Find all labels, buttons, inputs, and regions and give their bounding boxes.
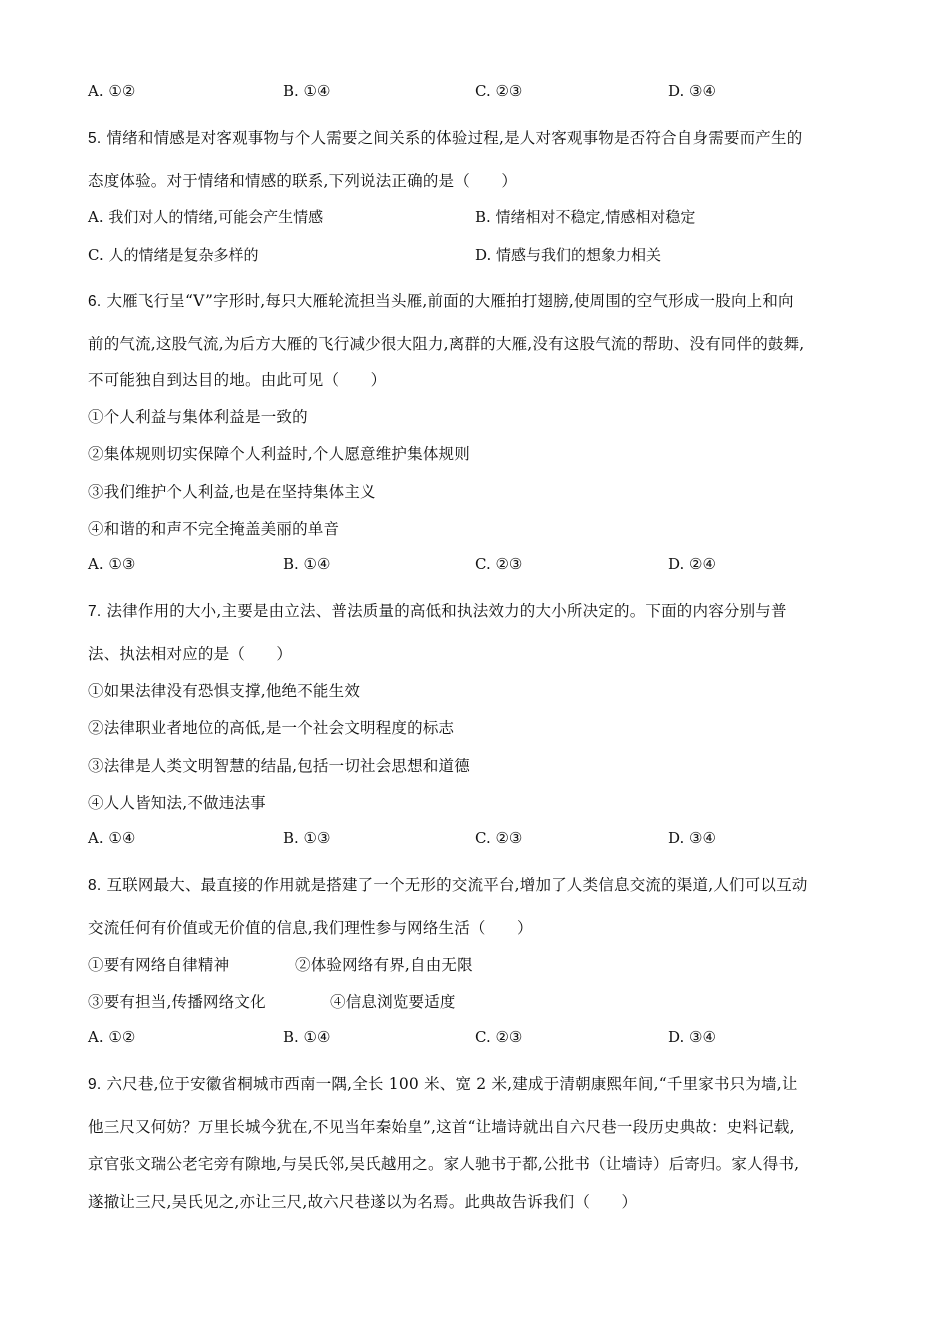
q4-option-d[interactable]: D. ③④ [668,82,716,100]
q7-item-1: ①如果法律没有恐惧支撑,他绝不能生效 [88,682,361,700]
q8-stem-line-1: 8. 互联网最大、最直接的作用就是搭建了一个无形的交流平台,增加了人类信息交流的渠道,人们可以互动 [88,876,808,894]
q6-option-a[interactable]: A. ①③ [88,555,136,573]
q6-item-4: ④和谐的和声不完全掩盖美丽的单音 [88,520,340,538]
q5-option-c[interactable]: C. 人的情绪是复杂多样的 [88,246,259,264]
q6-item-1: ①个人利益与集体利益是一致的 [88,408,308,426]
q6-option-b[interactable]: B. ①④ [283,555,331,573]
q8-option-c[interactable]: C. ②③ [475,1028,523,1046]
q5-option-b[interactable]: B. 情绪相对不稳定,情感相对稳定 [475,208,696,226]
q4-option-a[interactable]: A. ①② [88,82,136,100]
q6-stem-line-2: 前的气流,这股气流,为后方大雁的飞行减少很大阻力,离群的大雁,没有这股气流的帮助、没有同伴的鼓舞, [88,335,805,353]
q5-option-d[interactable]: D. 情感与我们的想象力相关 [475,246,662,264]
q5-stem-line-1: 5. 情绪和情感是对客观事物与个人需要之间关系的体验过程,是人对客观事物是否符合自身需要而产生的 [88,129,803,147]
q5-number: 5. [88,130,102,147]
q9-stem-line-4: 遂撤让三尺,吴氏见之,亦让三尺,故六尺巷遂以为名焉。此典故告诉我们（ ） [88,1193,638,1211]
q8-item-1: ①要有网络自律精神 [88,956,230,974]
q7-option-a[interactable]: A. ①④ [88,829,136,847]
q8-option-d[interactable]: D. ③④ [668,1028,716,1046]
q4-option-c[interactable]: C. ②③ [475,82,523,100]
q7-number: 7. [88,603,102,620]
q9-stem-line-1: 9. 六尺巷,位于安徽省桐城市西南一隅,全长 100 米、宽 2 米,建成于清朝康熙年间,“千里家书只为墙,让 [88,1075,798,1093]
q5-stem-line-2: 态度体验。对于情绪和情感的联系,下列说法正确的是（ ） [88,172,518,190]
q8-item-2: ②体验网络有界,自由无限 [295,956,473,974]
q6-option-c[interactable]: C. ②③ [475,555,523,573]
q8-item-4: ④信息浏览要适度 [330,993,456,1011]
q6-number: 6. [88,293,102,310]
q7-item-4: ④人人皆知法,不做违法事 [88,794,266,812]
q9-stem-line-2: 他三尺又何妨？万里长城今犹在,不见当年秦始皇”,这首“让墙诗就出自六尺巷一段历史典故：史料记载, [88,1118,795,1136]
q8-option-a[interactable]: A. ①② [88,1028,136,1046]
q6-stem-line-1: 6. 大雁飞行呈“V”字形时,每只大雁轮流担当头雁,前面的大雁拍打翅膀,使周围的空气形成一股向上和向 [88,292,794,310]
q5-option-a[interactable]: A. 我们对人的情绪,可能会产生情感 [88,208,324,226]
q6-stem-line-3: 不可能独自到达目的地。由此可见（ ） [88,371,387,389]
q6-item-2: ②集体规则切实保障个人利益时,个人愿意维护集体规则 [88,445,470,463]
q6-item-3: ③我们维护个人利益,也是在坚持集体主义 [88,483,376,501]
q7-stem-line-1: 7. 法律作用的大小,主要是由立法、普法质量的高低和执法效力的大小所决定的。下面的内容分别与普 [88,602,787,620]
q8-number: 8. [88,877,102,894]
q8-option-b[interactable]: B. ①④ [283,1028,331,1046]
q7-item-2: ②法律职业者地位的高低,是一个社会文明程度的标志 [88,719,455,737]
q4-option-b[interactable]: B. ①④ [283,82,331,100]
q7-option-d[interactable]: D. ③④ [668,829,716,847]
q7-stem-line-2: 法、执法相对应的是（ ） [88,645,293,663]
q6-option-d[interactable]: D. ②④ [668,555,716,573]
q7-item-3: ③法律是人类文明智慧的结晶,包括一切社会思想和道德 [88,757,470,775]
q7-option-c[interactable]: C. ②③ [475,829,523,847]
q7-option-b[interactable]: B. ①③ [283,829,331,847]
q8-item-3: ③要有担当,传播网络文化 [88,993,266,1011]
q9-number: 9. [88,1076,102,1093]
q8-stem-line-2: 交流任何有价值或无价值的信息,我们理性参与网络生活（ ） [88,919,533,937]
q9-stem-line-3: 京官张文瑞公老宅旁有隙地,与吴氏邻,吴氏越用之。家人驰书于都,公批书（让墙诗）后寄归。家人得书, [88,1155,800,1173]
